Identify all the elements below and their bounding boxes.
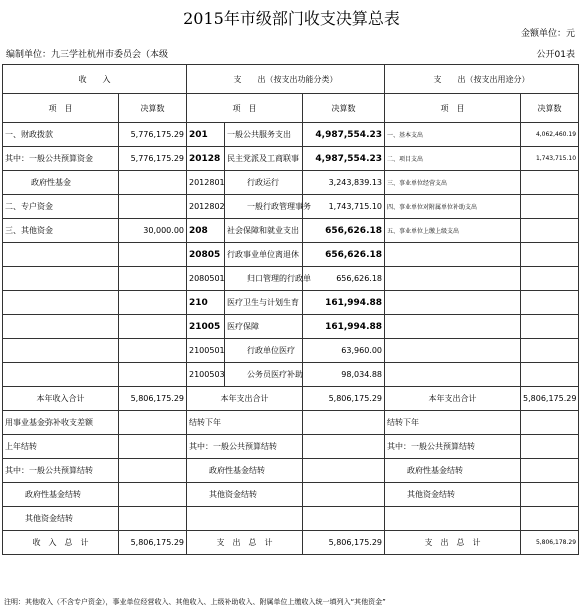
use-item xyxy=(385,363,521,387)
footnote: 注明：其他收入（不含专户资金），事业单位经营收入、其他收入、上级补助收入、附属单位上缴收入统一填列入“其他资金” xyxy=(4,598,386,606)
year-exp-label: 本年支出合计 xyxy=(187,387,303,411)
use-amount xyxy=(521,267,579,291)
income-item: 其中：一般公共预算资金 xyxy=(3,147,119,171)
grand-total-row xyxy=(3,531,579,555)
carryover-exp2-item xyxy=(385,507,521,531)
carryover-income-item: 政府性基金结转 xyxy=(3,483,119,507)
function-amount: 4,987,554.23 xyxy=(303,123,385,147)
function-name: 民主党派及工商联事 xyxy=(225,147,303,171)
use-amount xyxy=(521,339,579,363)
empty-cell xyxy=(303,507,385,531)
function-code: 2100501 xyxy=(187,339,225,363)
function-code: 20128 xyxy=(187,147,225,171)
function-code: 210 xyxy=(187,291,225,315)
year-income-amount: 5,806,175.29 xyxy=(119,387,187,411)
grand-income-amount: 5,806,175.29 xyxy=(119,531,187,555)
grand-exp-amount: 5,806,175.29 xyxy=(303,531,385,555)
table-row xyxy=(3,267,579,291)
expense-use-header: 支 出（按支出用途分） xyxy=(385,65,579,94)
carryover-income-item: 用事业基金弥补收支差额 xyxy=(3,411,119,435)
function-code: 201 xyxy=(187,123,225,147)
income-amount: 5,776,175.29 xyxy=(119,147,187,171)
income-item: 二、专户资金 xyxy=(3,195,119,219)
function-code: 2100503 xyxy=(187,363,225,387)
function-name: 一般公共服务支出 xyxy=(225,123,303,147)
use-amount xyxy=(521,195,579,219)
income-item: 三、其他资金 xyxy=(3,219,119,243)
function-code: 2012802 xyxy=(187,195,225,219)
income-item: 一、财政拨款 xyxy=(3,123,119,147)
function-name: 行政运行 xyxy=(225,171,303,195)
table-row xyxy=(3,195,579,219)
income-amount xyxy=(119,195,187,219)
use-amount: 4,062,460.19 xyxy=(521,123,579,147)
year-exp2-amount: 5,806,175.29 xyxy=(521,387,579,411)
carryover-exp2-item: 其他资金结转 xyxy=(385,483,521,507)
carryover-exp2-item: 结转下年 xyxy=(385,411,521,435)
carryover-row xyxy=(3,459,579,483)
function-name: 行政事业单位离退休 xyxy=(225,243,303,267)
income-amount xyxy=(119,243,187,267)
use-item: 三、事业单位经营支出 xyxy=(385,171,521,195)
table-row xyxy=(3,315,579,339)
empty-cell xyxy=(303,483,385,507)
income-item: 政府性基金 xyxy=(3,171,119,195)
use-amount xyxy=(521,315,579,339)
use-item: 一、基本支出 xyxy=(385,123,521,147)
carryover-row xyxy=(3,507,579,531)
carryover-exp2-item: 其中：一般公共预算结转 xyxy=(385,435,521,459)
col-item: 项 目 xyxy=(187,94,303,123)
income-item xyxy=(3,363,119,387)
income-amount: 30,000.00 xyxy=(119,219,187,243)
income-amount xyxy=(119,291,187,315)
carryover-exp-item: 其中：一般公共预算结转 xyxy=(187,435,303,459)
budget-table xyxy=(2,64,579,555)
income-item xyxy=(3,267,119,291)
empty-cell xyxy=(521,411,579,435)
currency-unit: 金额单位：元 xyxy=(520,29,575,39)
use-item: 五、事业单位上缴上级支出 xyxy=(385,219,521,243)
income-amount xyxy=(119,315,187,339)
year-exp-amount: 5,806,175.29 xyxy=(303,387,385,411)
table-row xyxy=(3,363,579,387)
col-item: 项 目 xyxy=(3,94,119,123)
use-item xyxy=(385,339,521,363)
function-name: 一般行政管理事务 xyxy=(225,195,303,219)
income-amount xyxy=(119,171,187,195)
organization: 编制单位：九三学社杭州市委员会（本级 xyxy=(6,50,169,60)
carryover-income-item: 上年结转 xyxy=(3,435,119,459)
empty-cell xyxy=(119,483,187,507)
function-amount: 656,626.18 xyxy=(303,243,385,267)
carryover-exp-item: 结转下年 xyxy=(187,411,303,435)
function-amount: 98,034.88 xyxy=(303,363,385,387)
carryover-row xyxy=(3,483,579,507)
function-code: 21005 xyxy=(187,315,225,339)
function-name: 医疗卫生与计划生育 xyxy=(225,291,303,315)
carryover-income-item: 其中：一般公共预算结转 xyxy=(3,459,119,483)
empty-cell xyxy=(521,507,579,531)
year-total-row xyxy=(3,387,579,411)
use-item xyxy=(385,315,521,339)
use-item: 二、项目支出 xyxy=(385,147,521,171)
table-row xyxy=(3,339,579,363)
function-amount: 656,626.18 xyxy=(303,219,385,243)
grand-exp2-amount: 5,806,178.29 xyxy=(521,531,579,555)
income-amount xyxy=(119,339,187,363)
use-amount xyxy=(521,291,579,315)
use-item xyxy=(385,291,521,315)
section-header-row xyxy=(3,65,579,94)
empty-cell xyxy=(119,459,187,483)
carryover-exp-item: 其他资金结转 xyxy=(187,483,303,507)
expense-func-header: 支 出（按支出功能分类） xyxy=(187,65,385,94)
function-name: 公务员医疗补助 xyxy=(225,363,303,387)
function-amount: 3,243,839.13 xyxy=(303,171,385,195)
col-amount: 决算数 xyxy=(521,94,579,123)
carryover-row xyxy=(3,435,579,459)
function-amount: 4,987,554.23 xyxy=(303,147,385,171)
empty-cell xyxy=(303,411,385,435)
col-amount: 决算数 xyxy=(303,94,385,123)
income-item xyxy=(3,291,119,315)
income-item xyxy=(3,339,119,363)
grand-exp-label: 支 出 总 计 xyxy=(187,531,303,555)
carryover-exp-item xyxy=(187,507,303,531)
function-name: 社会保障和就业支出 xyxy=(225,219,303,243)
income-item xyxy=(3,243,119,267)
page-title: 2015年市级部门收支决算总表 xyxy=(183,9,400,28)
table-row xyxy=(3,243,579,267)
empty-cell xyxy=(119,411,187,435)
grand-income-label: 收 入 总 计 xyxy=(3,531,119,555)
function-amount: 161,994.88 xyxy=(303,291,385,315)
table-row xyxy=(3,123,579,147)
empty-cell xyxy=(119,435,187,459)
income-header: 收 入 xyxy=(3,65,187,94)
empty-cell xyxy=(303,459,385,483)
function-code: 2012801 xyxy=(187,171,225,195)
table-row xyxy=(3,219,579,243)
table-row xyxy=(3,291,579,315)
use-amount xyxy=(521,243,579,267)
function-amount: 161,994.88 xyxy=(303,315,385,339)
table-row xyxy=(3,147,579,171)
use-item: 四、事业单位对附属单位补助支出 xyxy=(385,195,521,219)
function-amount: 63,960.00 xyxy=(303,339,385,363)
income-amount xyxy=(119,363,187,387)
use-item xyxy=(385,243,521,267)
empty-cell xyxy=(119,507,187,531)
year-income-label: 本年收入合计 xyxy=(3,387,119,411)
income-item xyxy=(3,315,119,339)
function-name: 归口管理的行政单 xyxy=(225,267,303,291)
function-code: 208 xyxy=(187,219,225,243)
carryover-exp-item: 政府性基金结转 xyxy=(187,459,303,483)
function-code: 2080501 xyxy=(187,267,225,291)
use-amount xyxy=(521,363,579,387)
function-name: 行政单位医疗 xyxy=(225,339,303,363)
col-item: 项 目 xyxy=(385,94,521,123)
carryover-income-item: 其他资金结转 xyxy=(3,507,119,531)
use-amount: 1,743,715.10 xyxy=(521,147,579,171)
empty-cell xyxy=(521,483,579,507)
use-amount xyxy=(521,219,579,243)
year-exp2-label: 本年支出合计 xyxy=(385,387,521,411)
function-amount: 1,743,715.10 xyxy=(303,195,385,219)
function-name: 医疗保障 xyxy=(225,315,303,339)
function-code: 20805 xyxy=(187,243,225,267)
grand-exp2-label: 支 出 总 计 xyxy=(385,531,521,555)
carryover-exp2-item: 政府性基金结转 xyxy=(385,459,521,483)
empty-cell xyxy=(521,459,579,483)
form-code: 公开01表 xyxy=(536,50,575,60)
column-header-row xyxy=(3,94,579,123)
empty-cell xyxy=(303,435,385,459)
use-item xyxy=(385,267,521,291)
carryover-row xyxy=(3,411,579,435)
income-amount xyxy=(119,267,187,291)
col-amount: 决算数 xyxy=(119,94,187,123)
empty-cell xyxy=(521,435,579,459)
function-amount: 656,626.18 xyxy=(303,267,385,291)
use-amount xyxy=(521,171,579,195)
table-row xyxy=(3,171,579,195)
income-amount: 5,776,175.29 xyxy=(119,123,187,147)
